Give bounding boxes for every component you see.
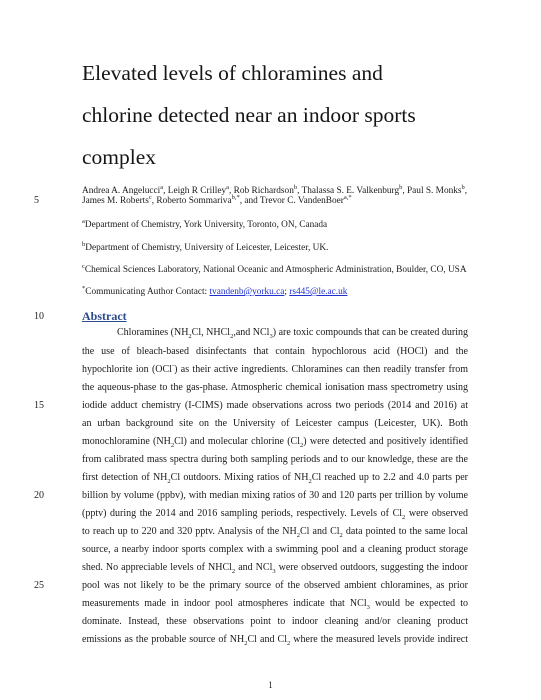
abstract-line: measurements made in indoor pool atmospheres indicate that NCl$_3$ would be expected to — [82, 598, 468, 611]
abstract-line: dominate. Instead, these observations point to indoor cleaning and/or cleaning product — [82, 616, 468, 627]
author-affiliation-mark: b — [399, 183, 403, 191]
paper-title-line-3: complex — [82, 145, 157, 169]
affiliation-text: Chemical Sciences Laboratory, National Oceanic and Atmospheric Administration, Boulder, CO, USA — [84, 265, 467, 275]
affiliation-mark: a — [82, 217, 85, 225]
abstract-line: pool was not likely to be the primary source of the observed ambient chloramines, as prior — [82, 580, 468, 591]
author-name: James M. Roberts — [82, 196, 149, 206]
author-name: Andrea A. Angelucci — [82, 186, 161, 196]
abstract-line: iodide adduct chemistry (I-CIMS) made observations across two periods (2014 and 2016) at — [82, 400, 468, 411]
abstract-heading: Abstract — [82, 309, 127, 323]
author-list-line-2 — [82, 195, 352, 207]
abstract-line: emissions as the probable source of $NH_2Cl$ and $Cl_2$ where the measured levels provide indirect — [82, 634, 468, 647]
author-affiliation-mark: a — [160, 183, 164, 191]
contact-label: Communicating Author Contact: — [85, 287, 210, 297]
abstract-line: billion by volume (ppbv), with median mixing ratios of 30 and 120 parts per trillion by volume — [82, 490, 468, 501]
author-affiliation-mark: a,* — [343, 193, 352, 201]
author-name: , Paul S. Monks — [402, 186, 462, 196]
page-number: 1 — [268, 680, 273, 690]
paper-title-line-1: Elevated levels of chloramines and — [82, 61, 383, 85]
author-affiliation-mark: b — [461, 183, 465, 191]
corresponding-mark: * — [82, 284, 86, 292]
contact-separator: ; — [284, 287, 290, 297]
author-name: , Leigh R Crilley — [163, 186, 227, 196]
author-affiliation-mark: a — [226, 183, 230, 191]
author-name: , Roberto Sommariva — [151, 196, 232, 206]
author-list-line-1: Andrea A. Angelucci$^a$, Leigh R Crilley$^a$, Rob Richardson$^b$, Thalassa S. E. Valkenburg$^b$, Paul S. Monks$^b$, — [82, 183, 468, 196]
author-affiliation-mark: b,* — [231, 193, 240, 201]
abstract-line: Chloramines ($NH_2Cl$, NHCl$_2$,and NCl$_3$) are toxic compounds that can be created during — [117, 327, 468, 340]
abstract-line: (pptv) during the 2014 and 2016 sampling periods, respectively. Levels of $Cl_2$ were observed — [82, 508, 468, 521]
email-link-2[interactable]: rs445@le.ac.uk — [289, 287, 348, 297]
author-affiliation-mark: c — [148, 193, 152, 201]
abstract-line: from calibrated mass spectra during both sampling periods and to our knowledge, these are the — [82, 454, 468, 465]
affiliation-a — [82, 219, 327, 231]
abstract-line: monochloramine $(NH_2Cl)$ and molecular chlorine $(Cl_2)$ were detected and positively identified — [82, 436, 468, 449]
line-number: 5 — [34, 195, 39, 206]
author-name: , Thalassa S. E. Valkenburg — [297, 186, 400, 196]
abstract-line: the aqueous-phase to the gas-phase. Atmospheric chemical ionisation mass spectrometry using — [82, 382, 468, 393]
affiliation-text: Department of Chemistry, York University, Toronto, ON, Canada — [84, 220, 328, 230]
author-name: , Rob Richardson — [229, 186, 294, 196]
paper-title-line-2: chlorine detected near an indoor sports — [82, 103, 416, 127]
affiliation-mark: b — [82, 240, 86, 248]
affiliation-mark: c — [82, 262, 85, 270]
affiliation-b — [82, 242, 328, 254]
abstract-line: to reach up to 220 and 320 pptv. Analysis of the $NH_2Cl$ and $Cl_2$ data pointed to the same local — [82, 526, 468, 539]
email-link-1[interactable]: tvandenb@yorku.ca — [209, 287, 285, 297]
line-number: 15 — [34, 400, 44, 411]
affiliation-c — [82, 264, 467, 276]
abstract-line: first detection of $NH_2Cl$ outdoors. Mixing ratios of $NH_2Cl$ reached up to 2.2 and 4.0 parts per — [82, 472, 468, 485]
author-affiliation-mark: b — [293, 183, 298, 191]
abstract-line: the use of bleach-based disinfectants that contain hypochlorous acid (HOCl) and the — [82, 346, 468, 357]
line-number: 20 — [34, 490, 44, 501]
author-name: , and Trevor C. VandenBoer — [239, 196, 344, 206]
line-number: 10 — [34, 311, 44, 322]
corresponding-author-contact — [82, 286, 347, 298]
abstract-line: shed. No appreciable levels of NHCl$_2$ and NCl$_3$ were observed outdoors, suggesting the indoor — [82, 562, 468, 575]
abstract-line: hypochlorite ion (OCl-) as their active ingredients. Chloramines can then readily transfer from — [82, 362, 468, 375]
abstract-line: source, a nearby indoor sports complex with a swimming pool and a cleaning product storage — [82, 544, 468, 555]
affiliation-text: Department of Chemistry, University of Leicester, Leicester, UK. — [85, 243, 329, 253]
abstract-line: an urban background site on the University of Leicester campus (Leicester, UK). Both — [82, 418, 468, 429]
line-number: 25 — [34, 580, 44, 591]
